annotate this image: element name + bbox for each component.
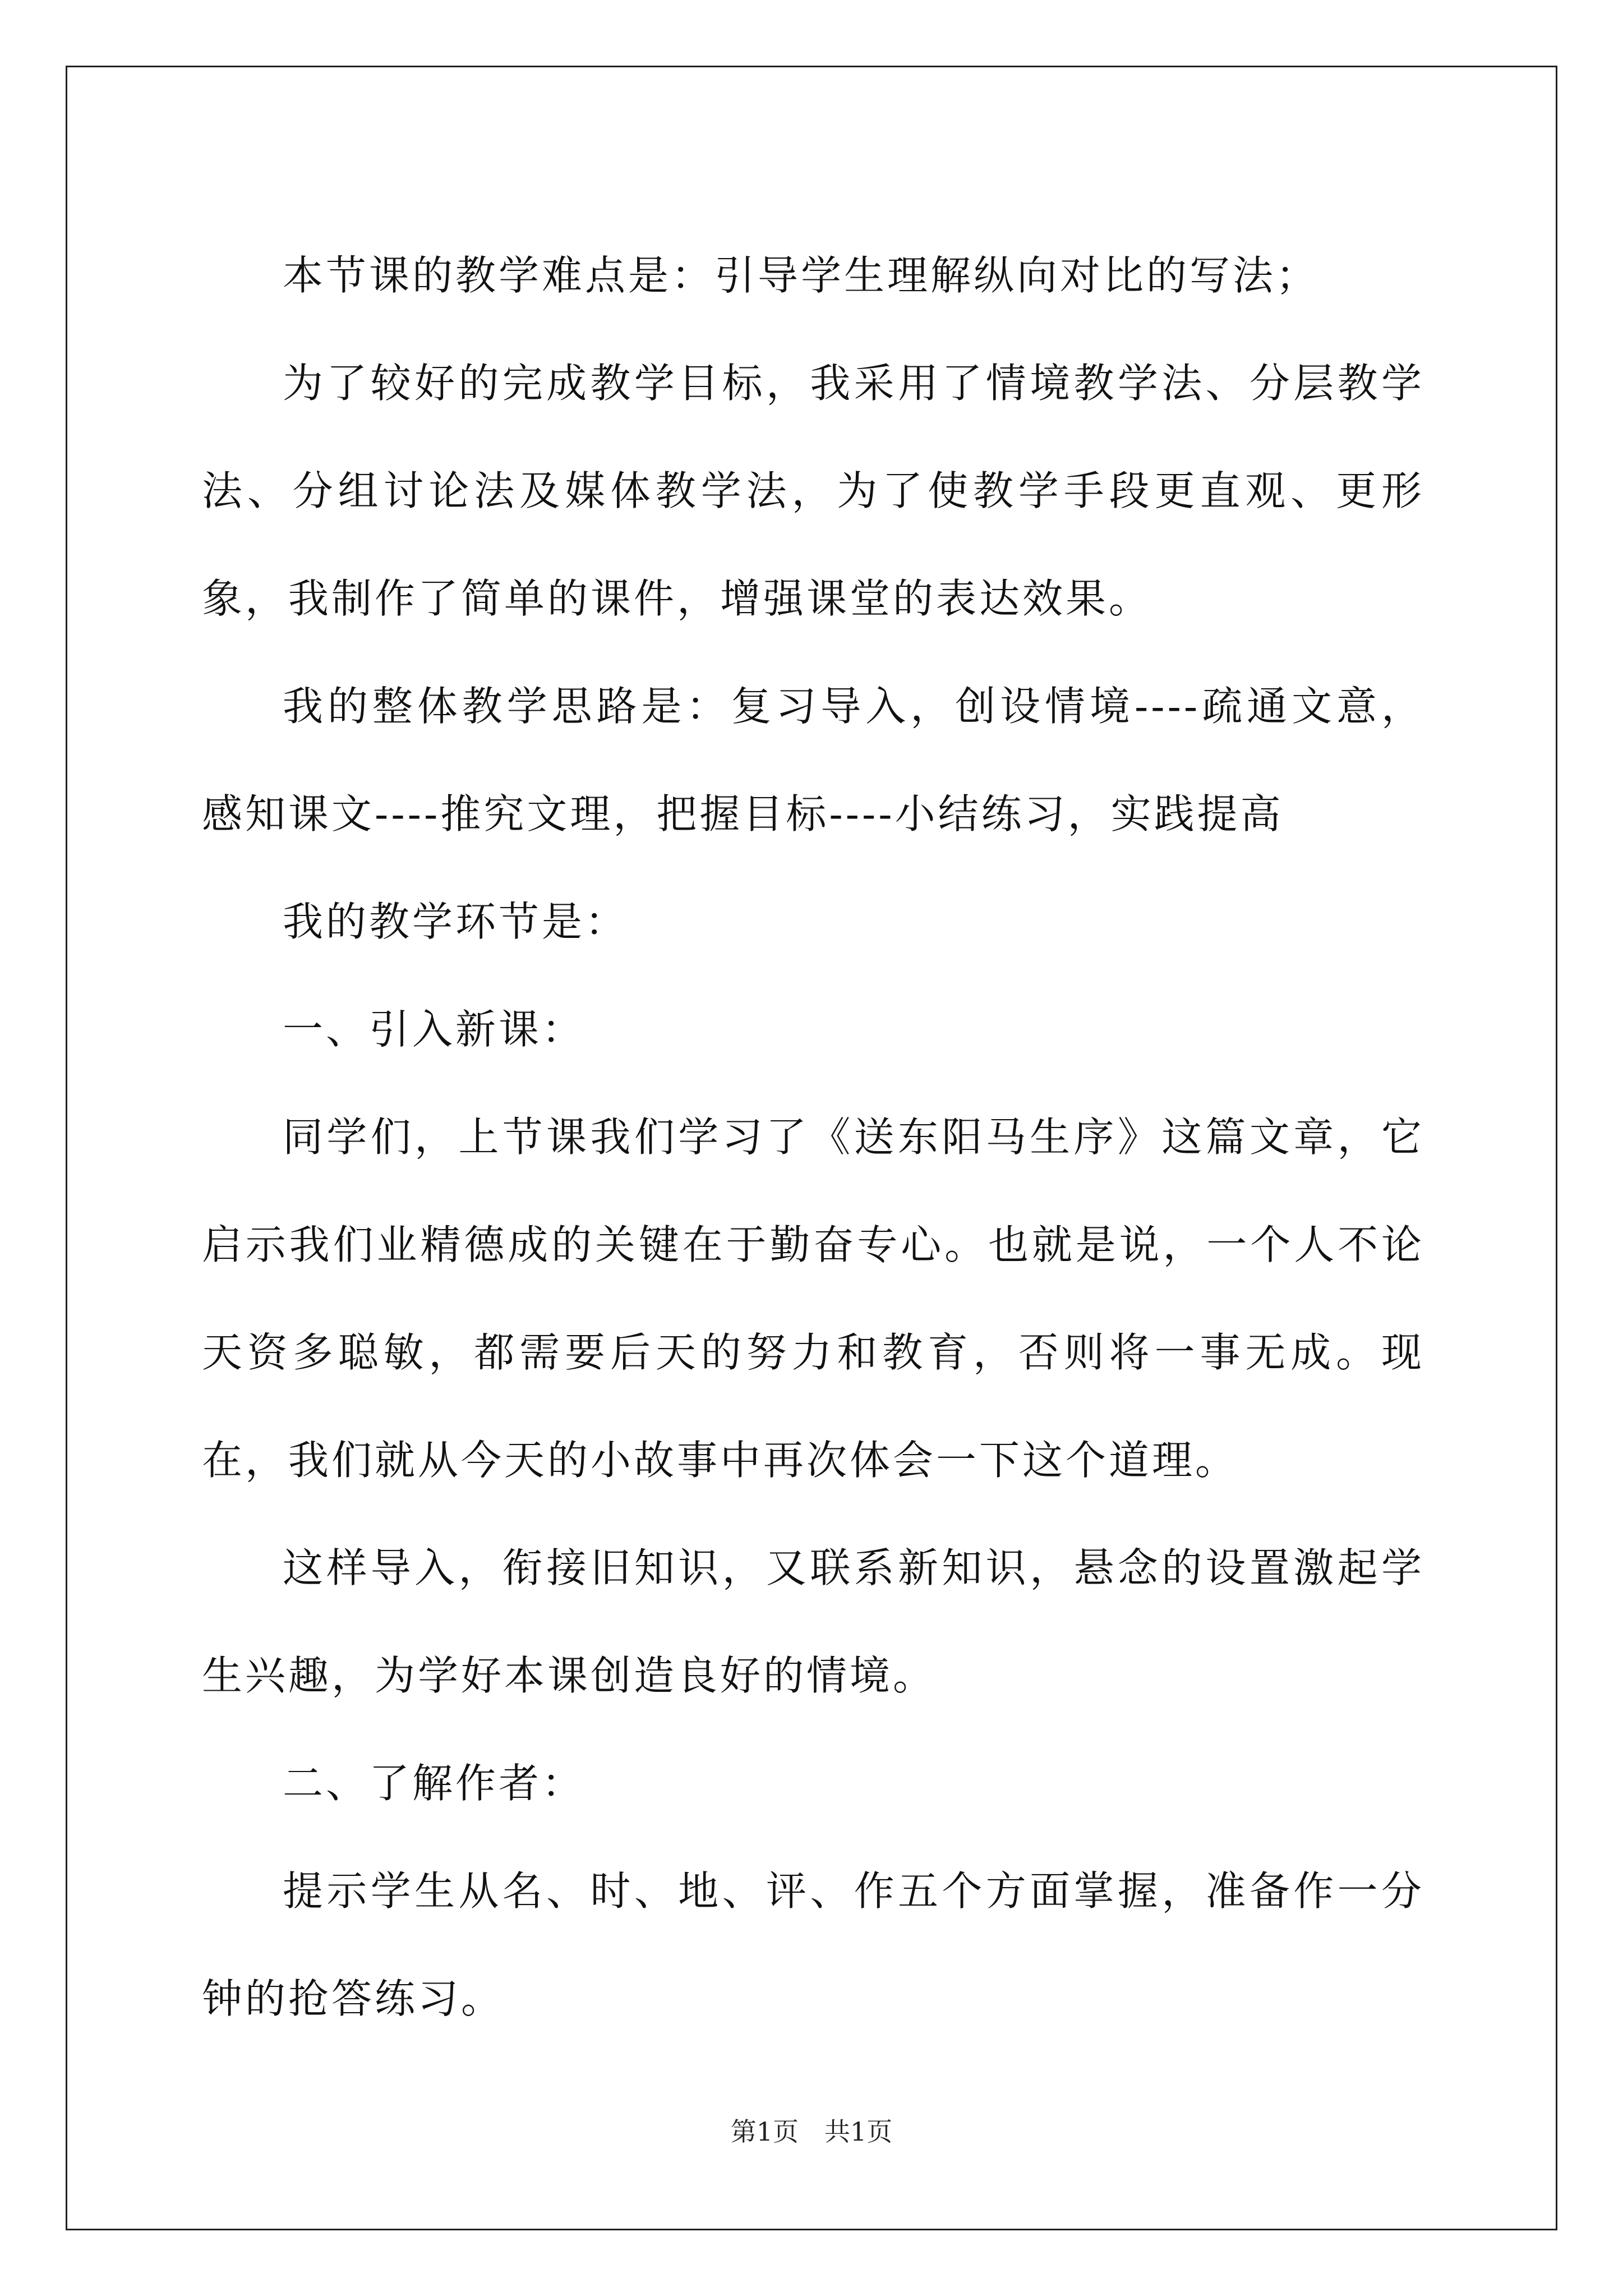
section-heading-author: 二、了解作者： <box>283 1760 585 1807</box>
paragraph-author-task: 提示学生从名、时、地、评、作五个方面掌握，准备作一分钟的抢答练习。 <box>202 1867 1424 2022</box>
section-heading-introduction: 一、引入新课： <box>283 1006 585 1053</box>
paragraph-introduction-speech: 同学们，上节课我们学习了《送东阳马生序》这篇文章，它启示我们业精德成的关键在于勤奋专心。也就是说，一个人不论天资多聪敏，都需要后天的努力和教育，否则将一事无成。现在，我们就从今天的小故事中再次体会一下这个道理。 <box>202 1114 1424 1484</box>
document-body <box>202 222 1424 2053</box>
page-number-footer: 第1页 共1页 <box>730 2116 893 2147</box>
paragraph-difficulty: 本节课的教学难点是：引导学生理解纵向对比的写法； <box>283 252 1320 299</box>
paragraph-teaching-steps-heading: 我的教学环节是： <box>283 898 629 945</box>
paragraph-teaching-methods: 为了较好的完成教学目标，我采用了情境教学法、分层教学法、分组讨论法及媒体教学法，为了使教学手段更直观、更形象，我制作了简单的课件，增强课堂的表达效果。 <box>202 360 1424 622</box>
paragraph-teaching-approach: 我的整体教学思路是：复习导入，创设情境----疏通文意，感知课文----推究文理，把握目标----小结练习，实践提高 <box>202 683 1424 838</box>
paragraph-introduction-effect: 这样导入，衔接旧知识，又联系新知识，悬念的设置激起学生兴趣，为学好本课创造良好的情境。 <box>202 1544 1424 1699</box>
